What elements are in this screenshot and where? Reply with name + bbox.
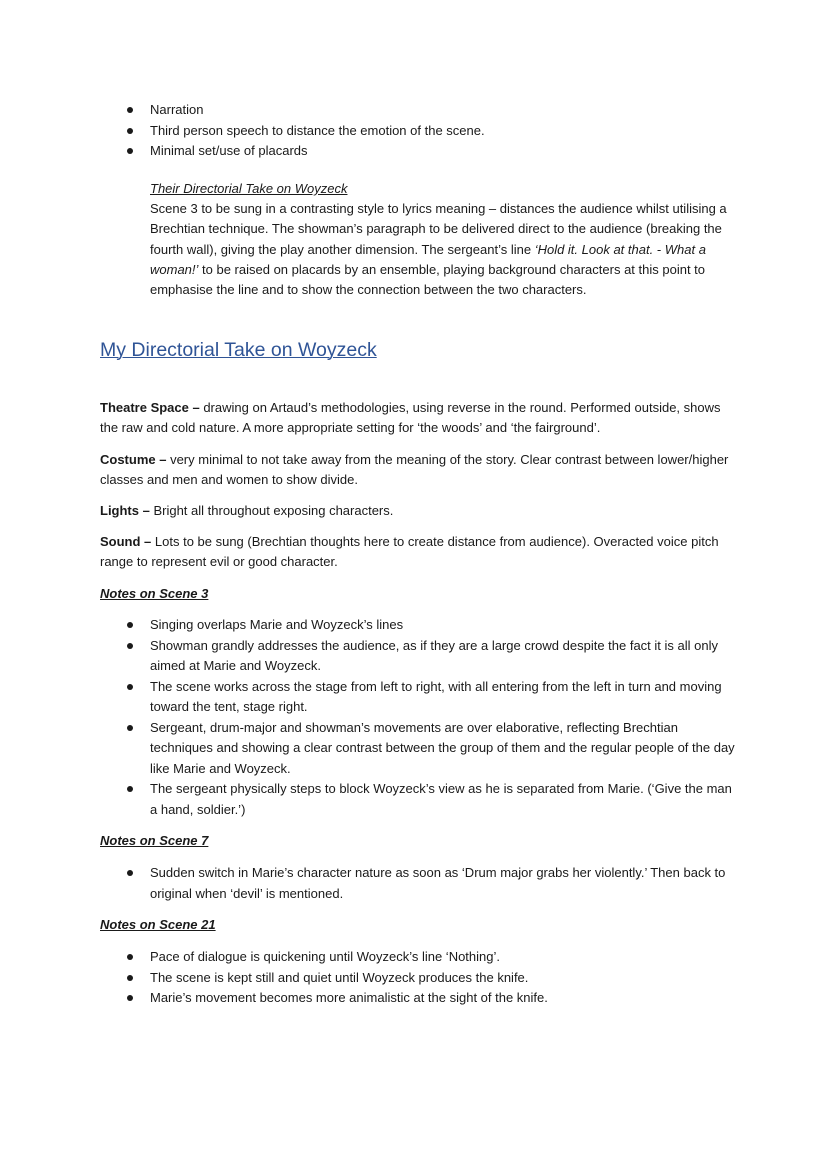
list-item: Third person speech to distance the emotion of the scene. xyxy=(150,121,750,142)
their-directorial-take xyxy=(150,179,730,300)
their-take-heading: Their Directorial Take on Woyzeck xyxy=(150,181,348,196)
their-take-body: Scene 3 to be sung in a contrasting style to lyrics meaning – distances the audience whilst utilising a Brechtian technique. The showman’s paragraph to be delivered direct to the audience (breaking the fourth wall), giving the play another dimension. The sergeant’s line ‘Hold it. Look at that. - What a woman!’ to be raised on placards by an ensemble, playing background characters at this point to emphasise the line and to show the connection between the two characters. xyxy=(150,201,727,298)
bullet-icon xyxy=(127,975,133,981)
scene21-heading: Notes on Scene 21 xyxy=(100,917,216,932)
paragraph-label: Lights – xyxy=(100,503,150,518)
sergeant-quote: ‘Hold it. Look at that. - What a woman!’ xyxy=(150,241,706,277)
list-item: Showman grandly addresses the audience, as if they are a large crowd despite the fact it is all only aimed at Marie and Woyzeck. xyxy=(150,636,735,677)
list-item: Pace of dialogue is quickening until Woyzeck’s line ‘Nothing’. xyxy=(150,947,735,968)
bullet-icon xyxy=(127,870,133,876)
bullet-icon xyxy=(127,128,133,134)
bullet-icon xyxy=(127,148,133,154)
paragraph-label: Costume – xyxy=(100,452,167,467)
paragraph-label: Theatre Space – xyxy=(100,400,200,415)
bullet-icon xyxy=(127,622,133,628)
bullet-icon xyxy=(127,995,133,1001)
bullet-icon xyxy=(127,954,133,960)
costume-paragraph: Costume – very minimal to not take away from the meaning of the story. Clear contrast between lower/higher classes and men and women to show divide. xyxy=(100,452,729,488)
list-item: Sudden switch in Marie’s character nature as soon as ‘Drum major grabs her violently.’ Then back to original when ‘devil’ is mentioned. xyxy=(150,863,735,904)
theatre-space-paragraph: Theatre Space – drawing on Artaud’s methodologies, using reverse in the round. Performed outside, shows the raw and cold nature. A more appropriate setting for ‘the woods’ and ‘the fairground’. xyxy=(100,400,721,436)
list-item: The sergeant physically steps to block Woyzeck’s view as he is separated from Marie. (‘Give the man a hand, soldier.’) xyxy=(150,779,735,820)
lights-paragraph: Lights – Bright all throughout exposing characters. xyxy=(100,503,394,518)
list-item: The scene works across the stage from left to right, with all entering from the left in turn and moving toward the tent, stage right. xyxy=(150,677,735,718)
scene3-heading: Notes on Scene 3 xyxy=(100,586,209,601)
list-item: Singing overlaps Marie and Woyzeck’s lines xyxy=(150,615,735,636)
technique-bullet-list xyxy=(150,100,750,162)
bullet-icon xyxy=(127,786,133,792)
list-item: The scene is kept still and quiet until Woyzeck produces the knife. xyxy=(150,968,735,989)
paragraph-label: Sound – xyxy=(100,534,152,549)
section-heading: My Directorial Take on Woyzeck xyxy=(100,339,377,361)
list-item: Marie’s movement becomes more animalistic at the sight of the knife. xyxy=(150,988,735,1009)
list-item: Minimal set/use of placards xyxy=(150,141,750,162)
scene7-notes-list xyxy=(150,863,735,904)
scene3-notes-list xyxy=(150,615,735,820)
scene7-heading: Notes on Scene 7 xyxy=(100,833,209,848)
list-item: Sergeant, drum-major and showman’s movements are over elaborative, reflecting Brechtian techniques and showing a clear contrast between the group of them and the regular people of the day like Marie and Woyzeck. xyxy=(150,718,735,780)
bullet-icon xyxy=(127,725,133,731)
bullet-icon xyxy=(127,684,133,690)
bullet-icon xyxy=(127,643,133,649)
list-item: Narration xyxy=(150,100,750,121)
bullet-icon xyxy=(127,107,133,113)
sound-paragraph: Sound – Lots to be sung (Brechtian thoughts here to create distance from audience). Overacted voice pitch range to represent evil or good character. xyxy=(100,534,719,570)
scene21-notes-list xyxy=(150,947,735,1009)
